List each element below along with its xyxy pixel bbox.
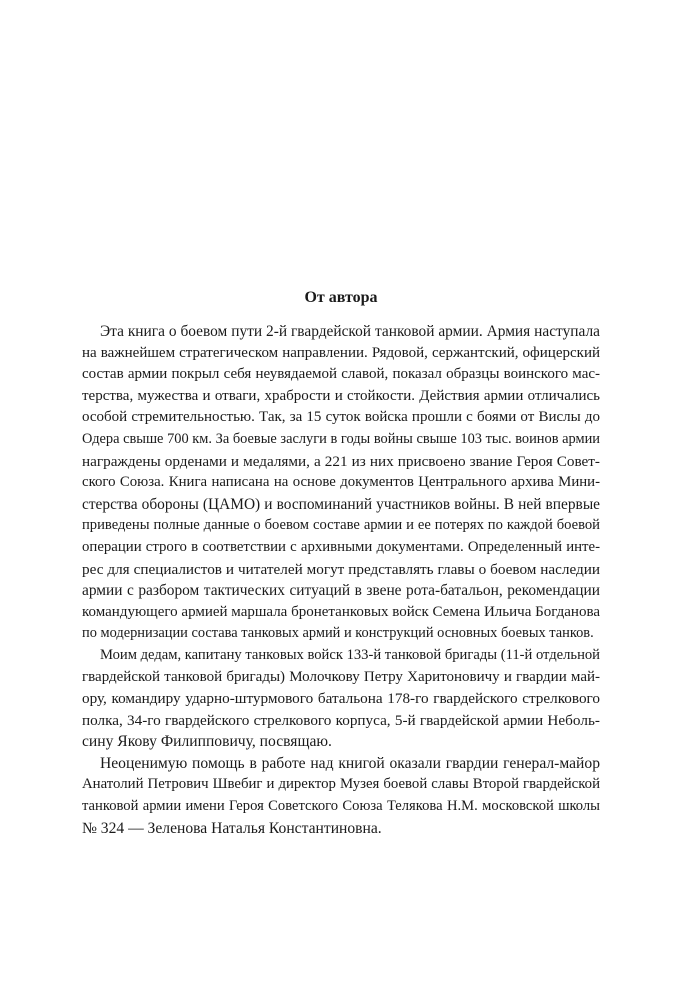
text-line: Неоценимую помощь в работе над книгой оказали гвардии генерал-майор (100, 754, 600, 772)
text-line: Моим дедам, капитану танковых войск 133-й танковой бригады (11-й отдельной (100, 646, 600, 663)
text-line: состав армии покрыл себя неувядаемой славой, показал образцы воинского мас- (82, 366, 600, 383)
text-line: Одера свыше 700 км. За боевые заслуги в годы войны свыше 103 тыс. воинов армии (82, 430, 600, 447)
text-line: операции строго в соответствии с архивными документами. Определенный инте- (82, 538, 600, 555)
text-line: награждены орденами и медалями, а 221 из них присвоено звание Героя Совет- (82, 452, 600, 470)
text-line: рес для специалистов и читателей могут представлять главы о боевом наследии (82, 560, 600, 578)
text-line: гвардейской танковой бригады) Молочкову Петру Харитоновичу и гвардии май- (82, 668, 600, 685)
text-line: терства, мужества и отваги, храбрости и стойкости. Действия армии отличались (82, 387, 600, 404)
text-line: стерства обороны (ЦАМО) и воспоминаний участников войны. В ней впервые (82, 495, 600, 513)
text-line: полка, 34-го гвардейского стрелкового корпуса, 5-й гвардейской армии Небoль- (82, 711, 600, 729)
text-line: № 324 — Зеленова Наталья Константиновна. (82, 819, 382, 837)
paragraph-dedication-intro (82, 321, 600, 645)
text-line: на важнейшем стратегическом направлении. Рядовой, сержантский, офицерский (82, 344, 600, 361)
text-line: особой стремительностью. Так, за 15 суток войска прошли с боями от Вислы до (82, 409, 600, 426)
text-line: Анатолий Петрович Швебиг и директор Музея боевой славы Второй гвардейской (82, 776, 600, 793)
text-line: Эта книга о боевом пути 2-й гвардейской танковой армии. Армия наступала (100, 323, 600, 340)
paragraph-acknowledgements (82, 753, 600, 839)
text-line: армии с разбором тактических ситуаций в звене рота-батальон, рекомендации (82, 582, 600, 600)
text-line: приведены полные данные о боевом составе армии и ее потерях по каждой боевой (82, 517, 600, 534)
page-title: От автора (304, 289, 378, 306)
text-line: по модернизации состава танковых армий и конструкций основных боевых танков. (82, 625, 594, 642)
text-line: ору, командиру ударно-штурмового батальона 178-го гвардейского стрелкового (82, 690, 600, 708)
body-text (82, 321, 600, 839)
text-line: ского Союза. Книга написана на основе документов Центрального архива Мини- (82, 474, 600, 491)
text-line: танковой армии имени Героя Советского Союза Телякова Н.М. московской школы (82, 798, 600, 815)
text-line: сину Якову Филипповичу, посвящаю. (82, 733, 332, 751)
paragraph-dedication (82, 645, 600, 753)
text-line: командующего армией маршала бронетанковых войск Семена Ильича Богданова (82, 603, 600, 620)
